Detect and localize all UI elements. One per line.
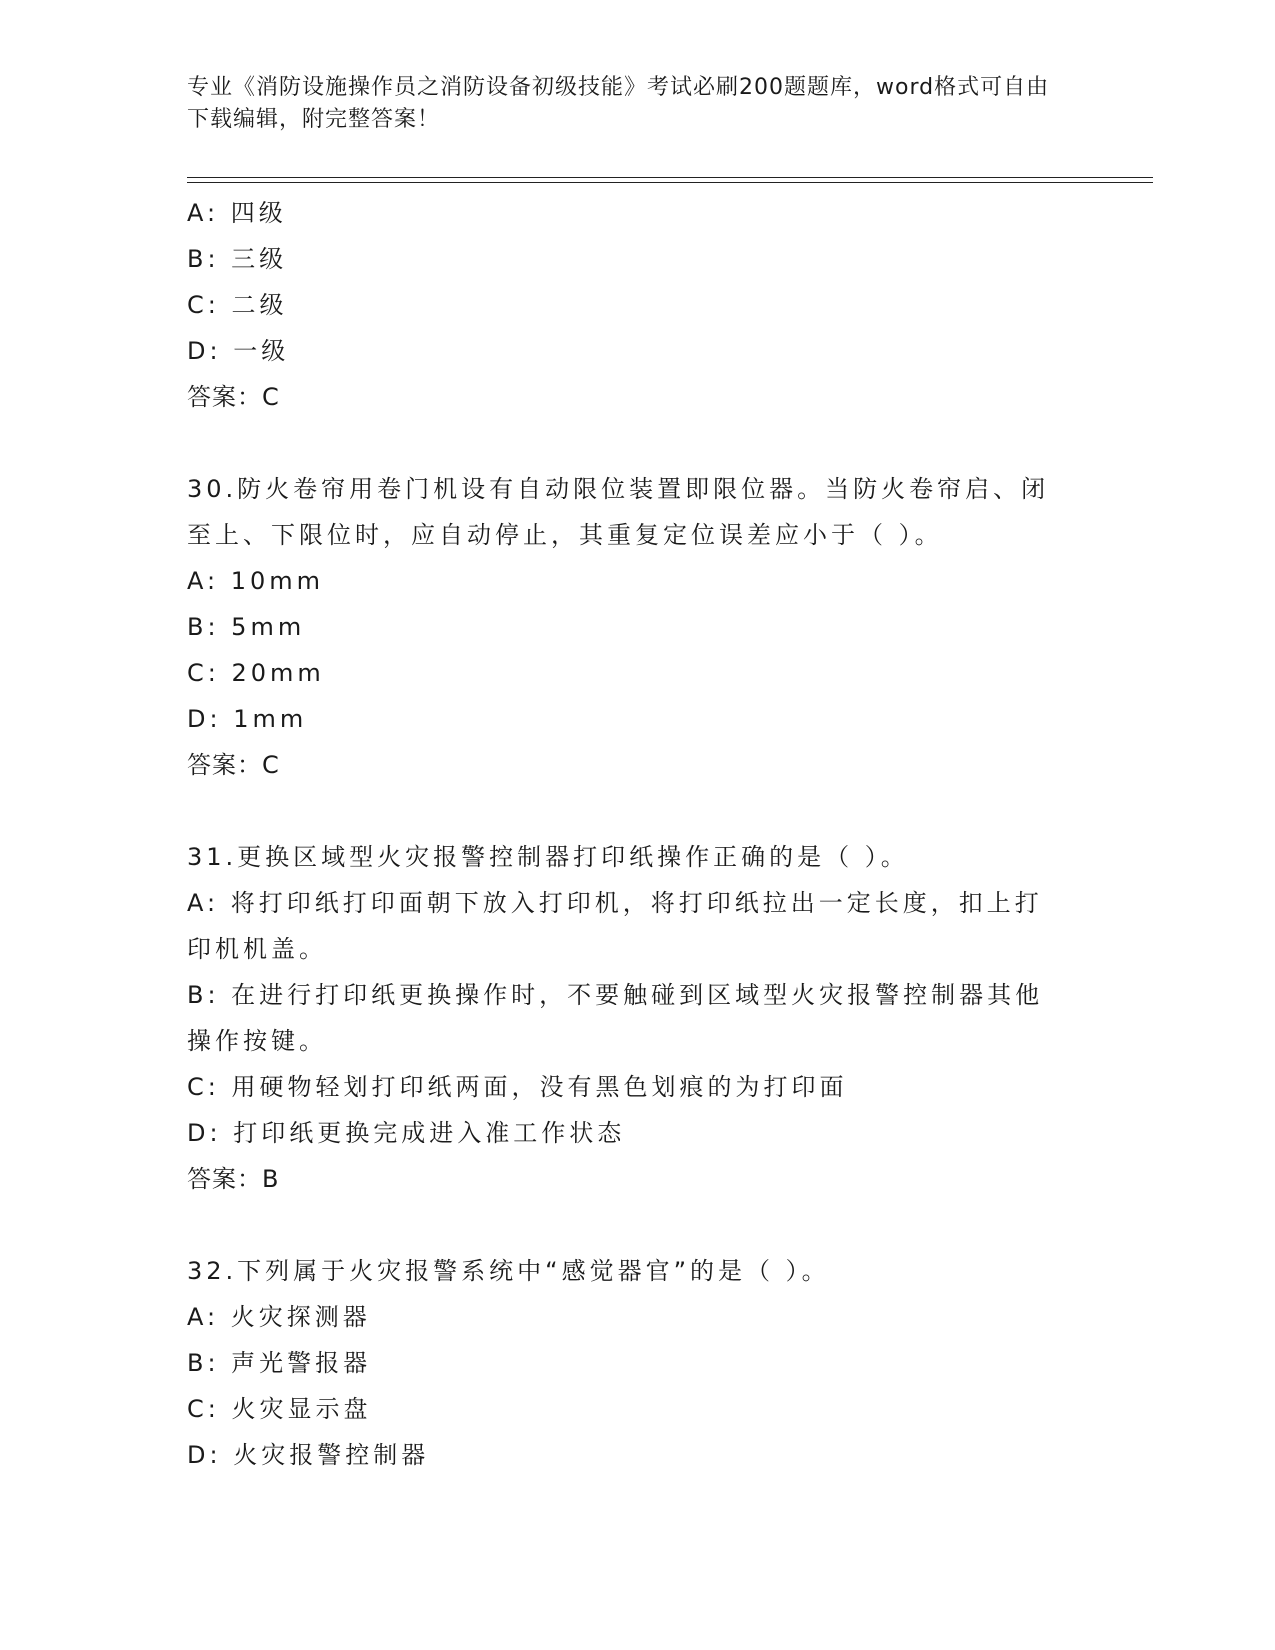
q31-option-c: C: 用硬物轻划打印纸两面，没有黑色划痕的为打印面	[187, 1073, 848, 1101]
q32-option-b: B: 声光警报器	[187, 1349, 372, 1377]
spacer	[187, 788, 1067, 834]
q31-option-b-line1: B: 在进行打印纸更换操作时，不要触碰到区域型火灾报警控制器其他	[187, 981, 1044, 1009]
spacer	[187, 1202, 1067, 1248]
q29-option-c: C: 二级	[187, 291, 288, 319]
q29-options	[187, 190, 1067, 374]
q32-options	[187, 1294, 1067, 1478]
q31-option-b-line2: 操作按键。	[187, 1027, 327, 1055]
q30-stem-line2: 至上、下限位时，应自动停止，其重复定位误差应小于（ ）。	[187, 521, 943, 549]
q31-answer: 答案：B	[187, 1165, 280, 1193]
header-rule-bottom	[187, 182, 1153, 183]
q31-stem: 31.更换区域型火灾报警控制器打印纸操作正确的是（ ）。	[187, 843, 909, 871]
q30-option-c: C: 20mm	[187, 659, 325, 687]
q32-stem: 32.下列属于火灾报警系统中“感觉器官”的是（ ）。	[187, 1257, 830, 1285]
q30-options	[187, 558, 1067, 742]
q30-option-b: B: 5mm	[187, 613, 306, 641]
document-body	[187, 190, 1067, 1478]
q31-option-d: D: 打印纸更换完成进入准工作状态	[187, 1119, 626, 1147]
q30-option-d: D: 1mm	[187, 705, 308, 733]
q31-option-a-line2: 印机机盖。	[187, 935, 327, 963]
q29-answer: 答案：C	[187, 383, 280, 411]
q29-option-a: A: 四级	[187, 199, 287, 227]
q30-stem	[187, 466, 1067, 558]
document-header: 专业《消防设施操作员之消防设备初级技能》考试必刷200题题库，word格式可自由下载编辑，附完整答案！	[187, 75, 1050, 132]
q31-options	[187, 880, 1067, 1156]
q30-option-a: A: 10mm	[187, 567, 325, 595]
q31-option-a-line1: A: 将打印纸打印面朝下放入打印机，将打印纸拉出一定长度，扣上打	[187, 889, 1043, 917]
q29-option-b: B: 三级	[187, 245, 288, 273]
q32-option-d: D: 火灾报警控制器	[187, 1441, 430, 1469]
q30-answer: 答案：C	[187, 751, 280, 779]
spacer	[187, 420, 1067, 466]
q32-option-a: A: 火灾探测器	[187, 1303, 371, 1331]
q29-option-d: D: 一级	[187, 337, 290, 365]
q32-option-c: C: 火灾显示盘	[187, 1395, 372, 1423]
q30-stem-line1: 30.防火卷帘用卷门机设有自动限位装置即限位器。当防火卷帘启、闭	[187, 475, 1050, 503]
header-rule-top	[187, 177, 1153, 178]
